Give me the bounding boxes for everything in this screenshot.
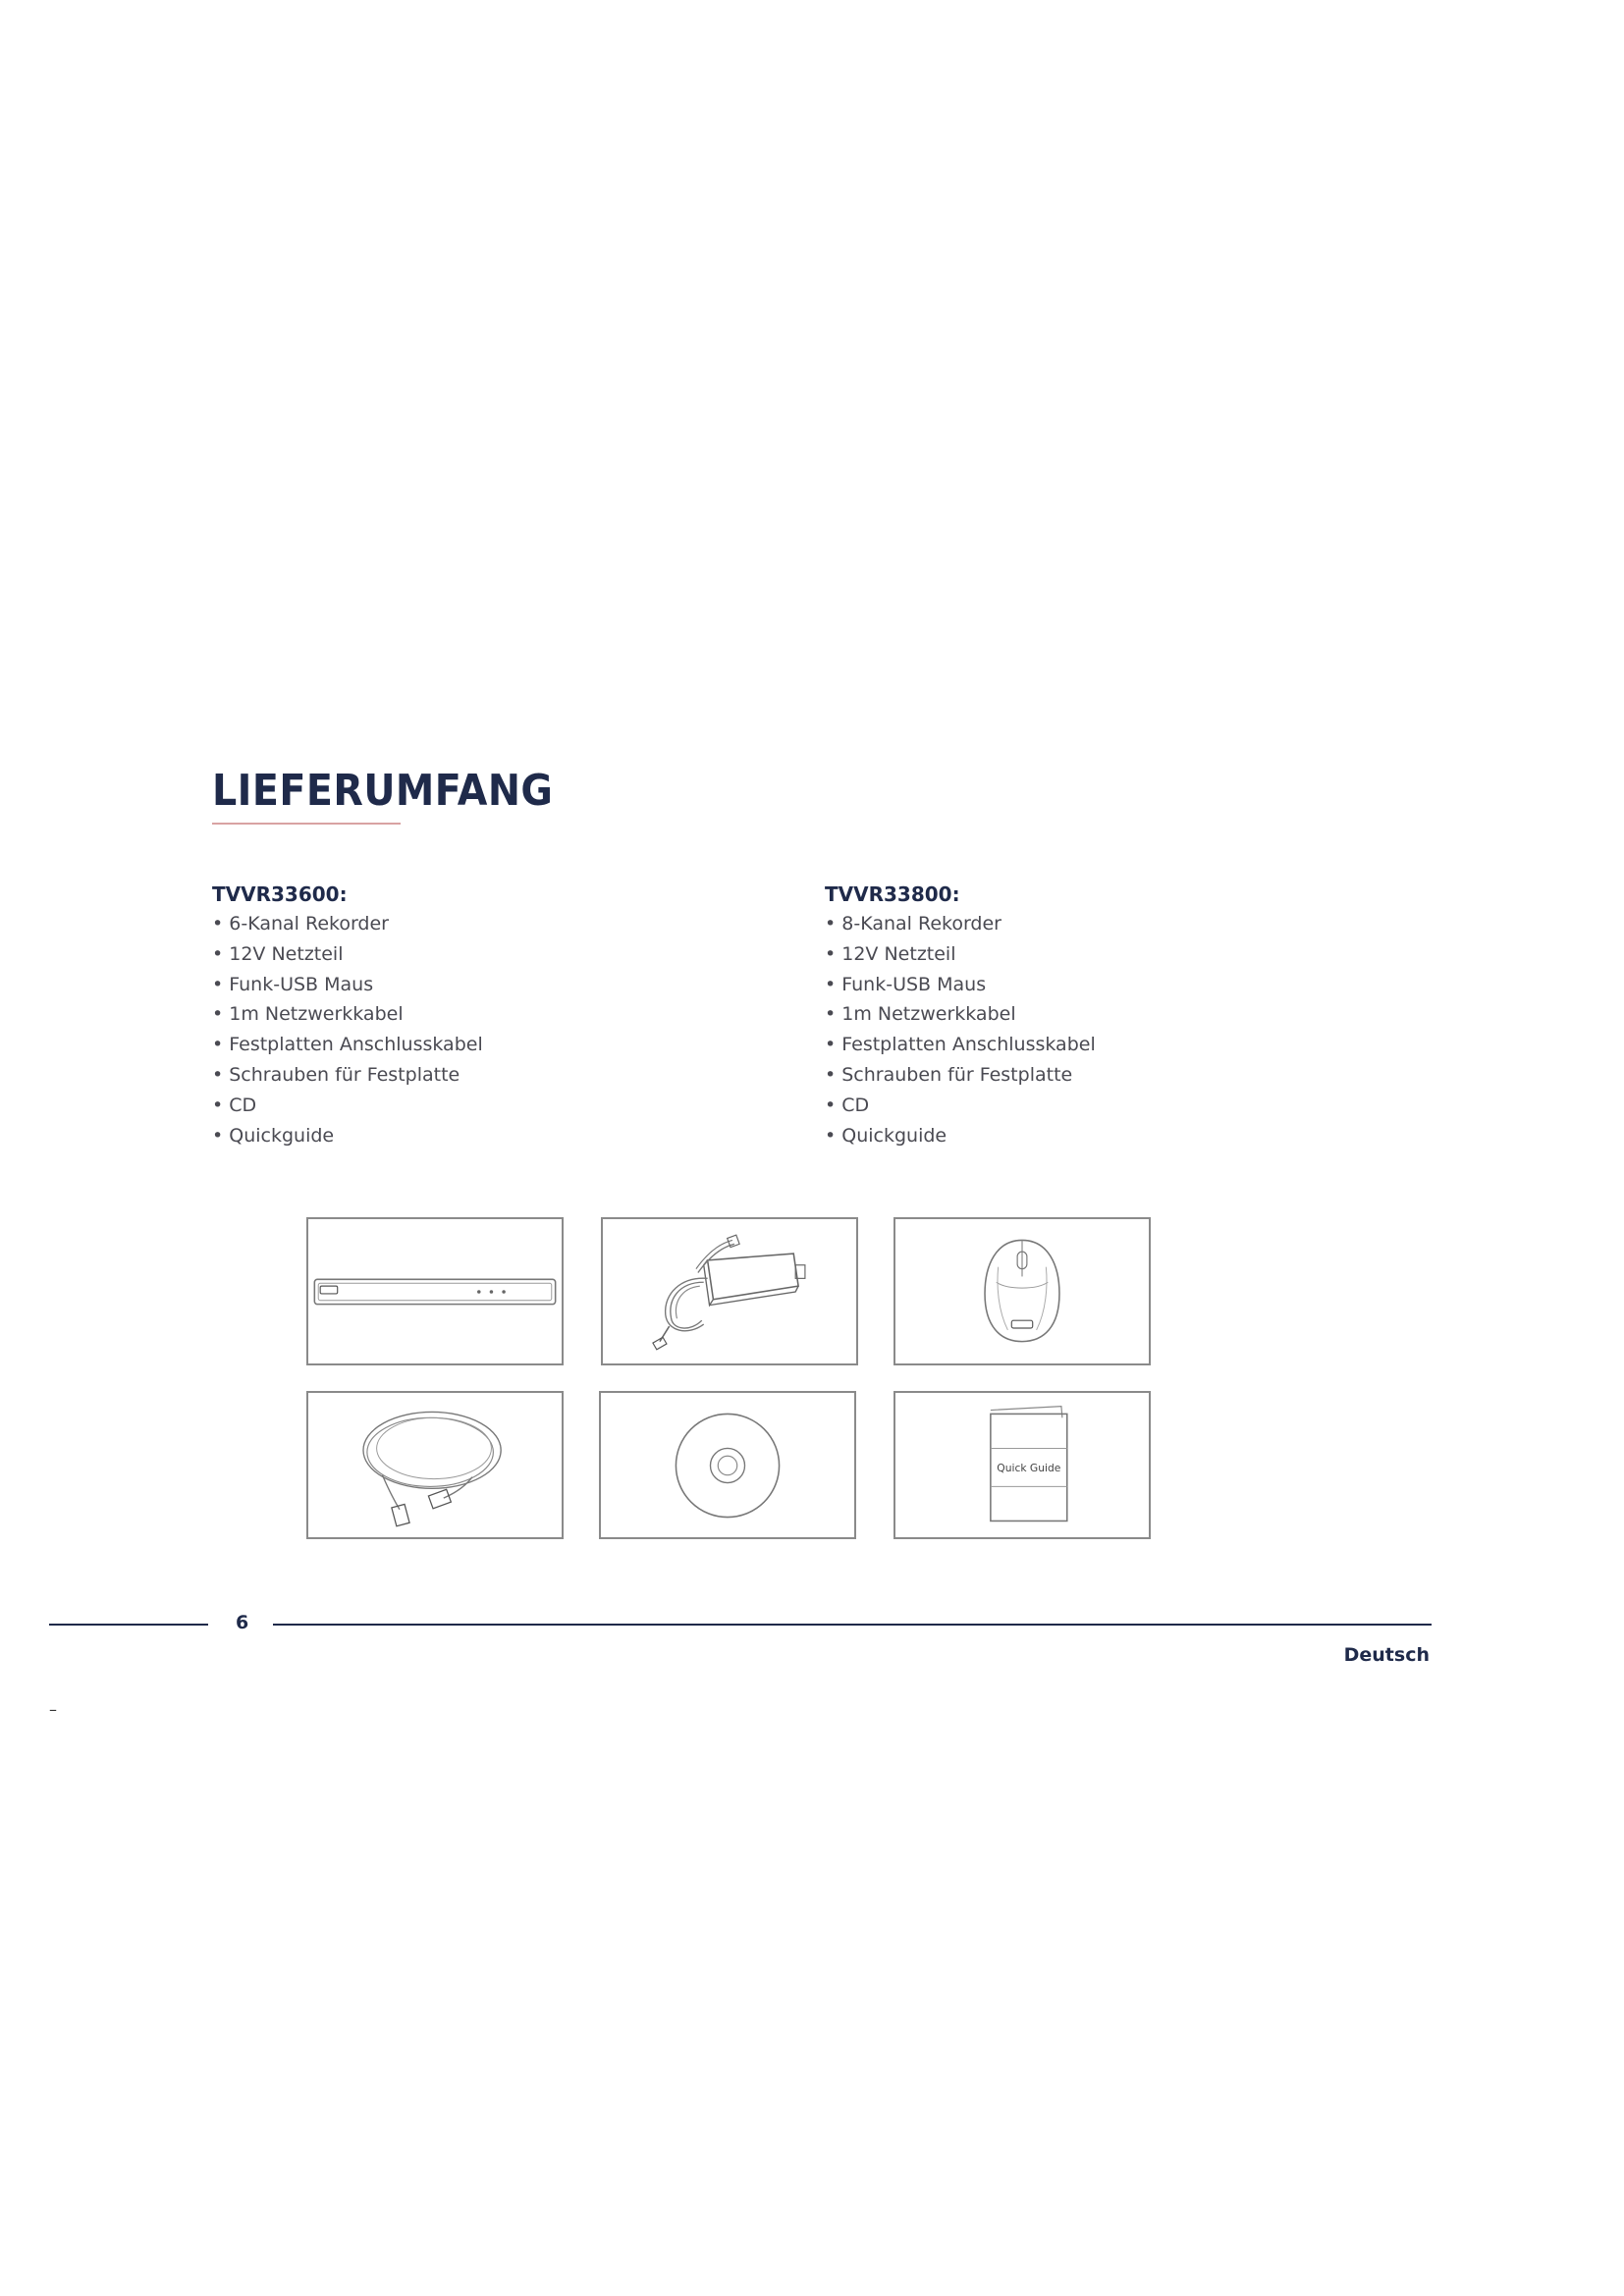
footer-rule-left [49, 1624, 208, 1626]
page-title: LIEFERUMFANG [212, 766, 554, 816]
power-adapter-icon [603, 1219, 856, 1363]
footer-rule-right [273, 1624, 1432, 1626]
list-item: • Festplatten Anschlusskabel [212, 1030, 762, 1060]
model-column-tvvr33800 [825, 880, 1375, 1150]
list-item: • Festplatten Anschlusskabel [825, 1030, 1375, 1060]
network-cable-icon [308, 1393, 562, 1537]
list-item: • Quickguide [212, 1121, 762, 1151]
list-item: • 1m Netzwerkkabel [212, 999, 762, 1030]
list-item: • 8-Kanal Rekorder [825, 909, 1375, 939]
contents-list [825, 909, 1375, 1150]
page-number: 6 [236, 1612, 249, 1633]
recorder-panel [306, 1217, 564, 1365]
model-name: TVVR33800: [825, 882, 960, 906]
stray-dash: – [49, 1700, 57, 1719]
list-item: • Quickguide [825, 1121, 1375, 1151]
list-item: • 1m Netzwerkkabel [825, 999, 1375, 1030]
list-item: • Funk-USB Maus [825, 970, 1375, 1000]
usb-mouse-icon [895, 1219, 1149, 1363]
list-item: • 12V Netzteil [825, 939, 1375, 970]
quickguide-booklet-icon [895, 1393, 1149, 1537]
list-item: • CD [825, 1091, 1375, 1121]
recorder-icon [308, 1219, 562, 1363]
cd-icon [601, 1393, 854, 1537]
list-item: • 12V Netzteil [212, 939, 762, 970]
list-item: • 6-Kanal Rekorder [212, 909, 762, 939]
model-name: TVVR33600: [212, 882, 348, 906]
title-underline [212, 823, 401, 825]
quickguide-panel [893, 1391, 1151, 1539]
list-item: • Schrauben für Festplatte [212, 1060, 762, 1091]
language-label: Deutsch [1343, 1644, 1430, 1666]
cd-panel [599, 1391, 856, 1539]
power-adapter-panel [601, 1217, 858, 1365]
usb-mouse-panel [893, 1217, 1151, 1365]
model-column-tvvr33600 [212, 880, 762, 1150]
quickguide-cover-label: Quick Guide [997, 1461, 1061, 1474]
list-item: • Funk-USB Maus [212, 970, 762, 1000]
list-item: • CD [212, 1091, 762, 1121]
network-cable-panel [306, 1391, 564, 1539]
contents-list [212, 909, 762, 1150]
list-item: • Schrauben für Festplatte [825, 1060, 1375, 1091]
